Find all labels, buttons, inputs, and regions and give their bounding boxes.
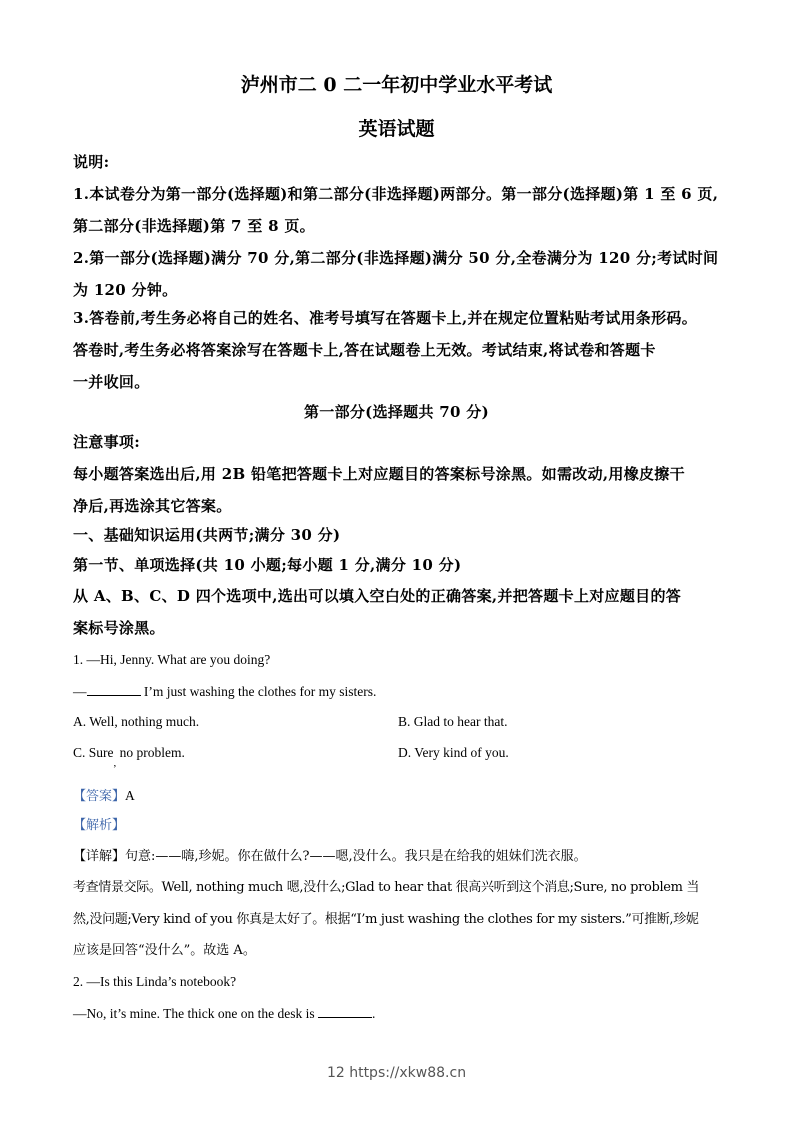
question-2-period: .: [371, 1006, 376, 1021]
option-c-text-1: C. Sure: [73, 745, 114, 760]
notes-heading: 注意事项:: [73, 433, 141, 451]
question-2-prompt: 2. —Is this Linda’s notebook?: [73, 974, 237, 989]
question-1-option-a: A. Well, nothing much.: [73, 714, 200, 729]
question-1-option-c: [73, 745, 185, 769]
directions-line-1: 从 A、B、C、D 四个选项中,选出可以填入空白处的正确答案,并把答题卡上对应题目的答: [73, 587, 682, 605]
detail-line-2: 考查情景交际。Well, nothing much 嗯,没什么;Glad to hear that 很高兴听到这个消息;Sure, no problem 当: [73, 880, 700, 895]
question-1-blank: [87, 683, 141, 696]
section-heading: 一、基础知识运用(共两节;满分 30 分): [73, 526, 341, 544]
analysis-tag: 【解析】: [73, 818, 126, 833]
instruction-3-line-1: 3.答卷前,考生务必将自己的姓名、准考号填写在答题卡上,并在规定位置粘贴考试用条形码。: [73, 309, 698, 327]
answer-value: A: [125, 788, 135, 803]
detail-line-3: 然,没问题;Very kind of you 你真是太好了。根据“I’m just washing the clothes for my sisters.”可推断,珍妮: [73, 912, 699, 927]
option-c-text-2: no problem.: [116, 745, 185, 760]
question-1-response-text: I’m just washing the clothes for my sisters.: [140, 684, 377, 699]
exam-subtitle: 英语试题: [358, 118, 435, 140]
question-1-option-b: B. Glad to hear that.: [398, 714, 508, 729]
answer-tag: 【答案】: [73, 789, 126, 804]
question-1-prompt: 1. —Hi, Jenny. What are you doing?: [73, 652, 271, 667]
subsection-heading: 第一节、单项选择(共 10 小题;每小题 1 分,满分 10 分): [73, 556, 462, 574]
page-footer: 12 https://xkw88.cn: [326, 1065, 467, 1081]
instruction-3-line-2: 答卷时,考生务必将答案涂写在答题卡上,答在试题卷上无效。考试结束,将试卷和答题卡: [73, 341, 656, 359]
notes-line-2: 净后,再选涂其它答案。: [73, 497, 232, 515]
instructions-heading: 说明:: [73, 153, 110, 171]
notes-line-1: 每小题答案选出后,用 2B 铅笔把答题卡上对应题目的答案标号涂黑。如需改动,用橡皮擦干: [73, 465, 685, 483]
instruction-1-line-2: 第二部分(非选择题)第 7 至 8 页。: [73, 217, 315, 235]
directions-line-2: 案标号涂黑。: [73, 619, 165, 637]
answer-line: [73, 780, 723, 812]
part1-heading: 第一部分(选择题共 70 分): [303, 403, 489, 421]
question-1-dash: —: [73, 684, 87, 699]
question-1-response: [73, 683, 723, 700]
question-2-blank: [318, 1005, 372, 1018]
detail-line-4: 应该是回答“没什么”。故选 A。: [73, 943, 256, 958]
question-1-option-d: D. Very kind of you.: [398, 745, 509, 760]
instruction-2-line-1: 2.第一部分(选择题)满分 70 分,第二部分(非选择题)满分 50 分,全卷满分为 120 分;考试时间: [73, 249, 719, 267]
instruction-3-line-3: 一并收回。: [73, 373, 150, 391]
exam-title: 泸州市二 0 二一年初中学业水平考试: [240, 74, 553, 96]
analysis-line: [73, 810, 723, 841]
question-2-response: [73, 1005, 723, 1022]
detail-line-1: 【详解】句意:——嗨,珍妮。你在做什么?——嗯,没什么。我只是在给我的姐妹们洗衣服。: [73, 849, 587, 864]
instruction-2-line-2: 为 120 分钟。: [73, 281, 178, 299]
option-c-comma: ,: [113, 757, 117, 769]
question-2-response-text: —No, it’s mine. The thick one on the desk is: [73, 1006, 318, 1021]
instruction-1-line-1: 1.本试卷分为第一部分(选择题)和第二部分(非选择题)两部分。第一部分(选择题)第 1 至 6 页,: [73, 185, 719, 203]
